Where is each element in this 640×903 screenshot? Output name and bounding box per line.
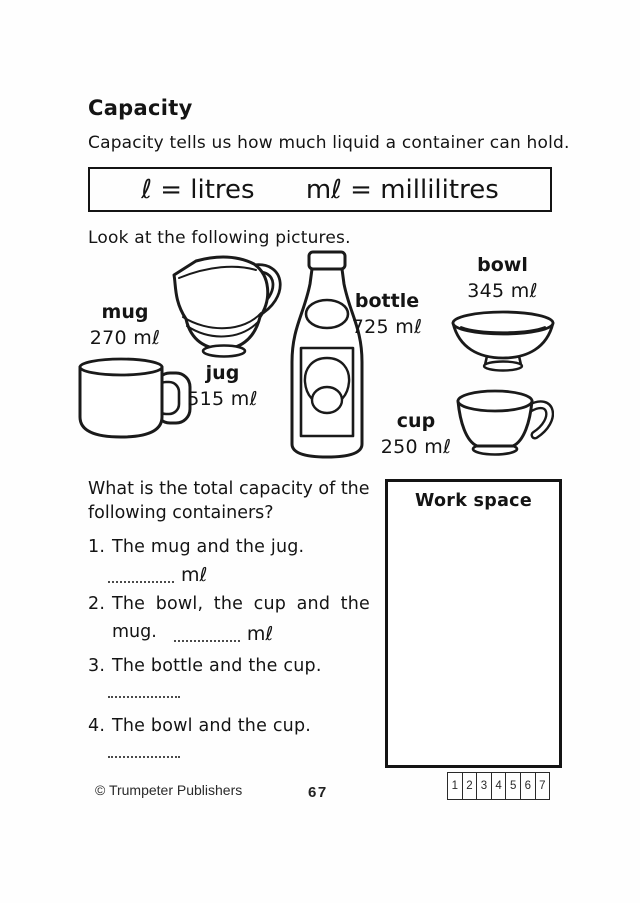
bottle-illustration bbox=[288, 250, 366, 464]
strip-cell: 2 bbox=[462, 773, 477, 799]
units-definition-box bbox=[88, 167, 552, 212]
work-space-title: Work space bbox=[414, 491, 533, 511]
jug-capacity: 515 mℓ bbox=[187, 388, 258, 410]
answer-blank-3 bbox=[108, 682, 180, 698]
question-2-number: 2. bbox=[88, 594, 106, 614]
question-1-number: 1. bbox=[88, 537, 106, 557]
look-instruction: Look at the following pictures. bbox=[88, 228, 351, 248]
bottle-label bbox=[347, 288, 427, 340]
page-tab-strip bbox=[447, 772, 550, 800]
question-intro-line2: following containers? bbox=[88, 503, 274, 523]
question-2 bbox=[88, 594, 370, 614]
strip-cell: 7 bbox=[535, 773, 550, 799]
question-2-continuation bbox=[112, 622, 274, 645]
question-3 bbox=[88, 656, 378, 676]
strip-cell: 5 bbox=[505, 773, 520, 799]
question-2-text2: mug. bbox=[112, 622, 157, 642]
answer-unit-1: mℓ bbox=[181, 564, 208, 586]
question-1-answer bbox=[108, 564, 208, 586]
millilitres-definition: mℓ = millilitres bbox=[305, 174, 499, 205]
answer-unit-2: mℓ bbox=[246, 623, 274, 645]
question-intro-line1: What is the total capacity of the bbox=[88, 479, 370, 499]
question-intro bbox=[88, 477, 388, 525]
question-1-text: The mug and the jug. bbox=[112, 537, 305, 557]
mug-label bbox=[70, 299, 180, 351]
question-4 bbox=[88, 716, 378, 736]
bowl-name: bowl bbox=[477, 254, 528, 276]
strip-cell: 6 bbox=[520, 773, 535, 799]
work-space-box bbox=[385, 479, 562, 768]
question-2-text: The bowl, the cup and the bbox=[112, 594, 370, 614]
jug-name: jug bbox=[205, 362, 240, 384]
strip-cell: 3 bbox=[476, 773, 491, 799]
copyright-notice: © Trumpeter Publishers bbox=[95, 782, 243, 798]
bottle-name: bottle bbox=[354, 290, 420, 312]
bowl-capacity: 345 mℓ bbox=[467, 280, 538, 302]
page-number: 67 bbox=[308, 784, 328, 801]
bowl-illustration bbox=[449, 310, 557, 374]
question-3-text: The bottle and the cup. bbox=[112, 656, 322, 676]
strip-cell: 4 bbox=[491, 773, 506, 799]
bowl-label bbox=[450, 252, 555, 304]
bottle-capacity: 725 mℓ bbox=[351, 316, 423, 338]
cup-name: cup bbox=[396, 410, 436, 432]
question-4-answer bbox=[108, 742, 180, 762]
question-3-answer bbox=[108, 682, 180, 702]
answer-blank-2 bbox=[174, 626, 240, 642]
answer-blank-1 bbox=[108, 567, 174, 583]
answer-blank-4 bbox=[108, 742, 180, 758]
cup-capacity: 250 mℓ bbox=[380, 436, 452, 458]
cup-label bbox=[377, 408, 455, 460]
page-title: Capacity bbox=[88, 96, 193, 120]
question-1 bbox=[88, 537, 378, 557]
cup-illustration bbox=[452, 388, 554, 466]
litres-definition: ℓ = litres bbox=[141, 174, 255, 205]
strip-cell: 1 bbox=[451, 780, 458, 792]
mug-capacity: 270 mℓ bbox=[89, 327, 161, 349]
question-4-text: The bowl and the cup. bbox=[112, 716, 312, 736]
question-4-number: 4. bbox=[88, 716, 106, 736]
question-3-number: 3. bbox=[88, 656, 106, 676]
jug-illustration bbox=[166, 253, 288, 359]
jug-label bbox=[170, 360, 275, 412]
mug-name: mug bbox=[101, 301, 149, 323]
intro-sentence: Capacity tells us how much liquid a container can hold. bbox=[88, 133, 570, 153]
